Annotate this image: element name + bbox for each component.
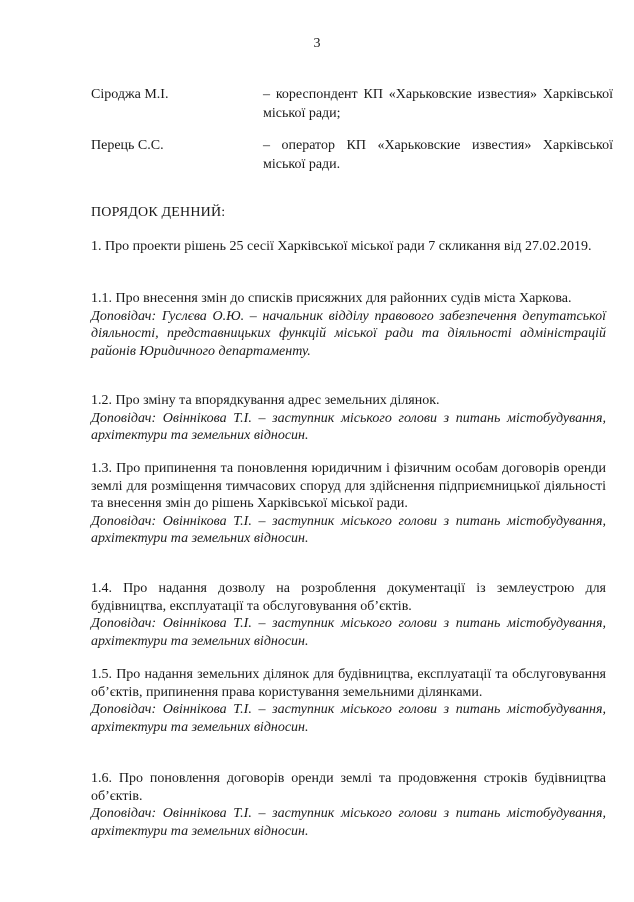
agenda-item-speaker: Доповідач: Овіннікова Т.І. – заступник міського голови з питань містобудування, архітектури та земельних відносин. (91, 806, 606, 839)
attendee-name: Сіроджа М.І. (91, 87, 169, 102)
agenda-item-title: 1.2. Про зміну та впорядкування адрес земельних ділянок. (91, 393, 440, 408)
agenda-item (91, 392, 606, 445)
agenda-item (91, 460, 606, 548)
attendee-role: – кореспондент КП «Харьковские известия» Харківської міської ради; (263, 87, 613, 121)
attendee-role: – оператор КП «Харьковские известия» Харківської міської ради. (263, 138, 613, 172)
agenda-item (91, 770, 606, 840)
agenda-item (91, 290, 606, 360)
agenda-item-title: 1.1. Про внесення змін до списків присяжних для районних судів міста Харкова. (91, 291, 572, 306)
agenda-item-title: 1.3. Про припинення та поновлення юридичним і фізичним особам договорів оренди землі для розміщення тимчасових споруд для здійснення підприємницької діяльності та внесення змін до рішень Харківської міської ради. (91, 461, 606, 511)
agenda-item-title: 1.6. Про поновлення договорів оренди землі та продовження строків будівництва об’єктів. (91, 771, 606, 804)
agenda-item-title: 1.5. Про надання земельних ділянок для будівництва, експлуатації та обслуговування об’єктів, припинення права користування земельними ділянками. (91, 667, 606, 700)
agenda-item-title: 1.4. Про надання дозволу на розроблення документації із землеустрою для будівництва, експлуатації та обслуговування об’єктів. (91, 581, 606, 614)
agenda-heading: ПОРЯДОК ДЕННИЙ: (91, 205, 226, 220)
agenda-item (91, 580, 606, 650)
agenda-item-speaker: Доповідач: Овіннікова Т.І. – заступник міського голови з питань містобудування, архітектури та земельних відносин. (91, 702, 606, 735)
agenda-item (91, 666, 606, 736)
agenda-item-speaker: Доповідач: Овіннікова Т.І. – заступник міського голови з питань містобудування, архітектури та земельних відносин. (91, 410, 606, 443)
agenda-item-title: 1. Про проекти рішень 25 сесії Харківської міської ради 7 скликання від 27.02.2019. (91, 239, 592, 254)
agenda-item (91, 238, 606, 256)
attendee-name: Перець С.С. (91, 138, 164, 153)
agenda-item-speaker: Доповідач: Овіннікова Т.І. – заступник міського голови з питань містобудування, архітектури та земельних відносин. (91, 513, 606, 546)
agenda-item-speaker: Доповідач: Гуслєва О.Ю. – начальник відділу правового забезпечення депутатської діяльності, представницьких функцій міської ради та діяльності адміністрацій районів Юридичного департаменту. (91, 308, 606, 359)
agenda-item-speaker: Доповідач: Овіннікова Т.І. – заступник міського голови з питань містобудування, архітектури та земельних відносин. (91, 616, 606, 649)
page-number: 3 (313, 36, 321, 51)
